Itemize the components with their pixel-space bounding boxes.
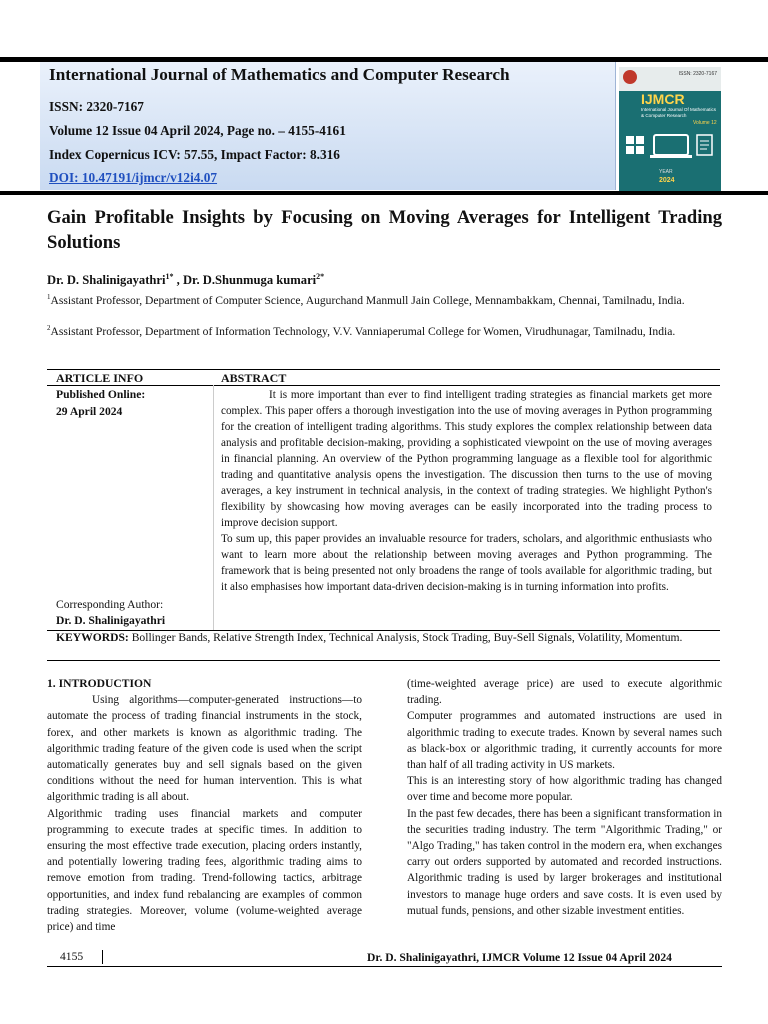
paper-title: Gain Profitable Insights by Focusing on Moving Averages for Intelligent Trading Solutions: [47, 207, 722, 253]
cover-issn: ISSN: 2320-7167: [678, 71, 717, 77]
published-date: 29 April 2024: [56, 405, 123, 418]
footer-citation: Dr. D. Shalinigayathri, IJMCR Volume 12 Issue 04 April 2024: [367, 951, 672, 964]
author-line: [47, 272, 324, 288]
author-separator: ,: [173, 273, 183, 288]
cover-logo-icon: [623, 70, 637, 84]
body-paragraph: This is an interesting story of how algorithmic trading has changed over time and become more popular.: [407, 775, 722, 804]
abstract-paragraph: To sum up, this paper provides an invaluable resource for traders, scholars, and algorithmic enthusiasts who want to learn more about the relationship between moving averages and Python programming. The framework that is being presented not only broadens the range of tools available for algorithmic trading, but it also emphasises how important data-driven decision-making is in turning information into profits.: [221, 533, 712, 593]
author-1: Dr. D. Shalinigayathri: [47, 273, 166, 288]
cover-journal-name: IJMCR: [641, 91, 685, 107]
cover-year: 2024: [659, 177, 675, 184]
doi-link[interactable]: DOI: 10.47191/ijmcr/v12i4.07: [49, 170, 218, 185]
table-divider: [213, 385, 214, 630]
right-column: [407, 676, 722, 919]
body-paragraph: Computer programmes and automated instructions are used in algorithmic trading to execute trades. Known by several names such as black-box or algorithmic trading, it currently accounts for more than half of all trading activity in US markets.: [407, 710, 722, 772]
footer-divider: [102, 950, 103, 964]
published-label: Published Online:: [56, 388, 146, 401]
header-bottom-rule: [0, 191, 768, 195]
table-rule: [47, 369, 720, 370]
affiliation-1-text: Assistant Professor, Department of Computer Science, Augurchand Manmull Jain College, Mennambakkam, Chennai, Tamilnadu, India.: [50, 293, 685, 307]
keywords-label: KEYWORDS:: [56, 631, 129, 644]
keywords: [56, 631, 712, 646]
corresponding-name: Dr. D. Shalinigayathri: [56, 614, 166, 627]
author-2-mark: 2*: [316, 272, 325, 281]
affiliation-1-mark: 1: [47, 293, 51, 301]
cover-subtitle: International Journal Of Mathematics & Computer Research: [641, 107, 717, 118]
section-heading: 1. INTRODUCTION: [47, 677, 152, 690]
page-number: 4155: [60, 950, 84, 963]
abstract-text: [221, 387, 712, 595]
abstract-heading: ABSTRACT: [221, 371, 287, 385]
cover-volume: Volume 12: [693, 120, 717, 126]
affiliation-1: [47, 289, 722, 309]
affiliation-2: [47, 320, 722, 340]
affiliation-2-mark: 2: [47, 324, 51, 332]
corresponding-label: Corresponding Author:: [56, 598, 164, 611]
issn-line: ISSN: 2320-7167: [49, 99, 144, 114]
keywords-text: Bollinger Bands, Relative Strength Index, Technical Analysis, Stock Trading, Buy-Sell Signals, Volatility, Momentum.: [128, 631, 683, 644]
body-paragraph: In the past few decades, there has been a significant transformation in the securities trading industry. The term "Algorithmic Trading," or "Algo Trading," has taken control in the modern era, when exchanges carry out orders supported by automated and recorded instructions. Algorithmic trading is used by larger brokerages and institutional investors to manage huge orders and save costs. It is even used by mutual funds, pensions, and other sizable investment entities.: [407, 807, 722, 917]
author-2: Dr. D.Shunmuga kumari: [182, 273, 317, 288]
body-paragraph: Using algorithms—computer-generated instructions—to automate the process of trading financial instruments in the stock, forex, and other markets is known as algorithmic trading. The algorithmic trading feature of the given code is used when the script automatically generates buy and sell signals based on the given conditions without the need for human intervention. This is what algorithmic trading is all about.: [47, 694, 362, 804]
journal-title: International Journal of Mathematics and Computer Research: [49, 65, 510, 84]
journal-header: [40, 62, 616, 190]
cover-year-label: YEAR: [659, 169, 673, 175]
article-info-table: [47, 369, 720, 661]
author-1-mark: 1*: [165, 272, 174, 281]
body-paragraph: Algorithmic trading uses financial markets and computer programming to execute trades at specific times. In addition to ensuring the most effective trade execution, placing orders instantly, and potentially lowering trading fees, algorithmic trading aims to remove emotion from trading. Trend-following tactics, arbitrage opportunities, and index fund rebalancing are examples of common trading strategies. Moreover, volume (volume-weighted average price) and time: [47, 807, 362, 934]
table-rule: [47, 385, 720, 386]
abstract-paragraph: It is more important than ever to find intelligent trading strategies as financial markets get more complex. This paper offers a thorough investigation into the use of moving averages in Python programming for the creation of intelligent trading algorithms. This study explores the complex relationship between data analysis and profitable decision-making, providing a sophisticated viewpoint on the use of moving averages in financial planning. An overview of the Python programming language as a flexible tool for algorithmic trading and quantitative analysis opens the investigation. The discussion then turns to the use of moving averages, a key instrument in technical analysis, in the context of trading strategies. We highlight Python's flexibility by showcasing how moving averages can be easily incorporated into the trading process to improve decision support.: [221, 389, 712, 529]
volume-line: Volume 12 Issue 04 April 2024, Page no. – 4155-4161: [49, 123, 346, 138]
affiliation-2-text: Assistant Professor, Department of Information Technology, V.V. Vanniaperumal College for Women, Virudhunagar, Tamilnadu, India.: [50, 324, 676, 338]
index-line: Index Copernicus ICV: 57.55, Impact Factor: 8.316: [49, 147, 340, 162]
journal-cover-image: [619, 67, 721, 191]
footer-rule: [47, 966, 722, 967]
table-rule: [47, 660, 720, 661]
cover-computer-icons: [624, 133, 716, 159]
left-column: [47, 676, 362, 935]
body-paragraph: (time-weighted average price) are used to execute algorithmic trading.: [407, 678, 722, 707]
article-info-heading: ARTICLE INFO: [56, 371, 144, 385]
